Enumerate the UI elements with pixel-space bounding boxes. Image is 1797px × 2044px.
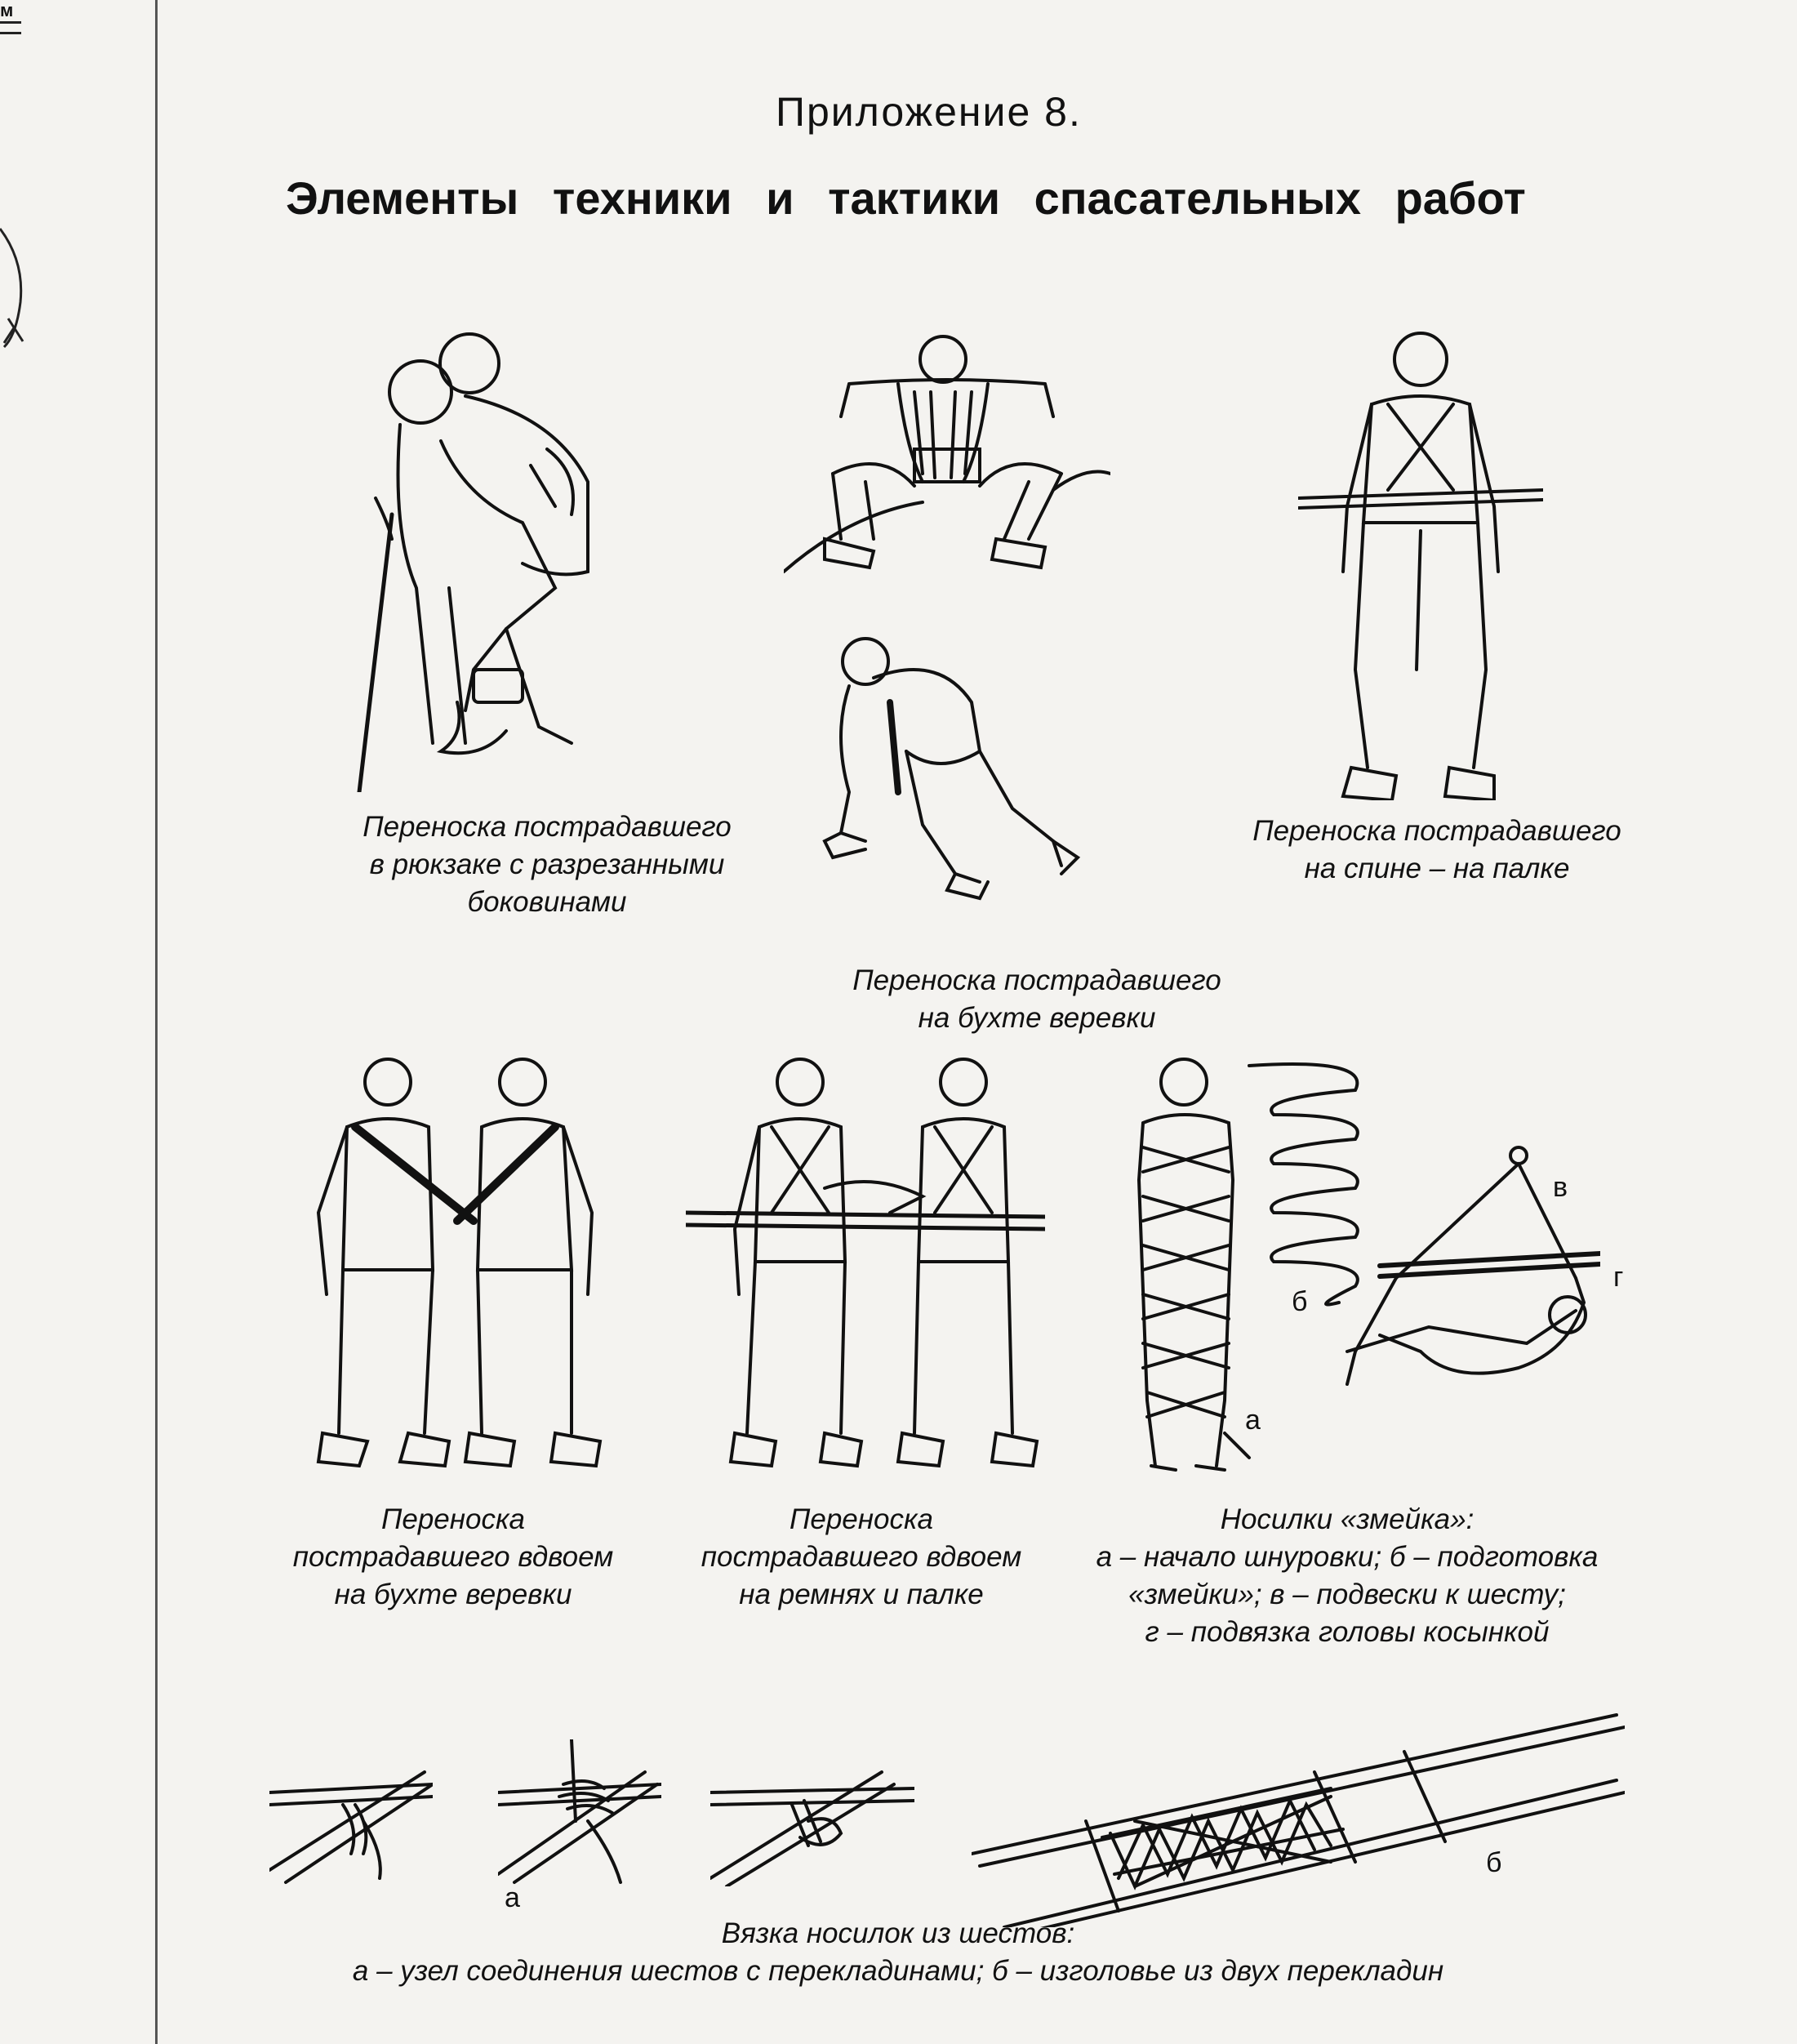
figure-caption-back-stick: Переноска пострадавшего на спине – на палке [1252,815,1621,884]
person-sketch-icon [686,1049,1045,1482]
label-v: в [1553,1172,1568,1203]
figure-caption-backpack: Переноска пострадавшего в рюкзаке с разрезанными боковинами [363,811,732,918]
label-g: г [1613,1262,1624,1293]
margin-sketch-fragment [0,212,33,351]
page-title: Элементы техники и тактики спасательных работ [286,172,1526,224]
figure-caption-rope-coil: Переноска пострадавшего на бухте веревки [852,964,1221,1034]
corner-mark: м [0,0,14,20]
stretcher-label-b: б [1486,1847,1502,1878]
stretcher-icon [972,1699,1625,1927]
knot-icon [269,1756,433,1886]
person-sketch-icon [310,1049,620,1482]
bottom-caption: Вязка носилок из шестов: а – узел соединения шестов с перекладинами; б – изголовье из двух перекладин [352,1917,1444,1987]
figure-caption-two-straps: Переноска пострадавшего вдвоем на ремнях и палке [701,1503,1022,1610]
person-sketch-icon [1298,327,1543,800]
knot-icon [498,1739,661,1886]
appendix-number: Приложение 8. [776,89,1082,135]
knot-icon [710,1756,914,1886]
figure-caption-snake: Носилки «змейка»: а – начало шнуровки; б – подготовка «змейки»; в – подвески к шесту; г – подвязка головы косынкой [1096,1503,1599,1648]
corner-rule [0,21,21,34]
label-b: б [1292,1286,1308,1317]
label-a: а [1245,1405,1261,1436]
person-sketch-icon [816,629,1094,906]
person-sketch-icon [343,318,620,792]
figure-caption-two-rope: Переноска пострадавшего вдвоем на бухте веревки [292,1503,614,1610]
person-sketch-icon [784,327,1110,604]
page-binding-edge [155,0,158,2044]
knot-label-a: а [505,1882,520,1913]
stretcher-icon [1119,1049,1257,1482]
